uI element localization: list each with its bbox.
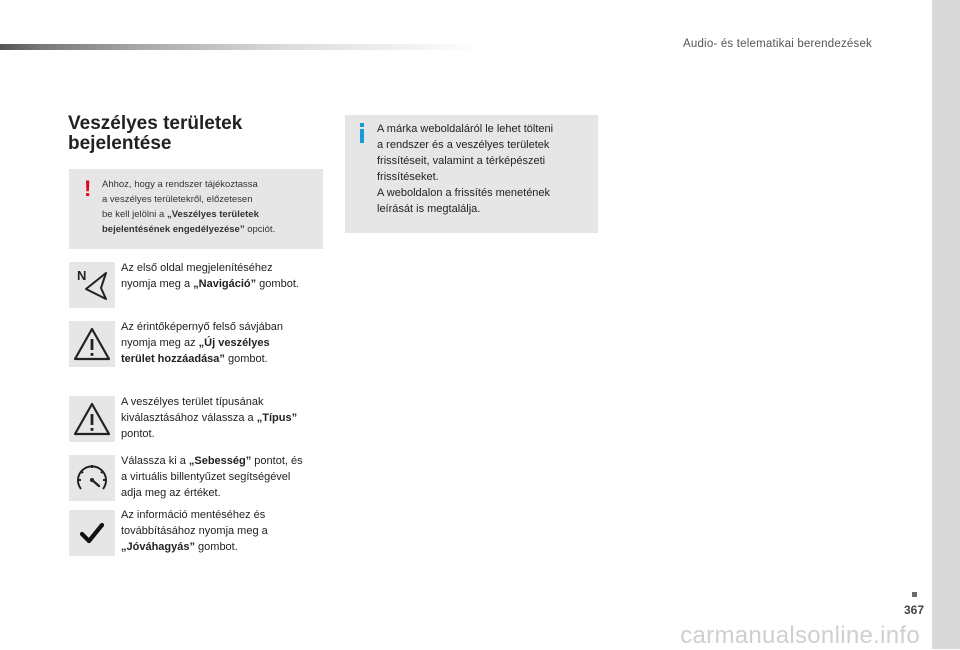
text-run: opciót. bbox=[244, 224, 276, 235]
text-line: Az első oldal megjelenítéséhez bbox=[121, 262, 273, 274]
text-run: gombot. bbox=[256, 278, 299, 290]
text-line bbox=[121, 453, 326, 469]
text-line bbox=[121, 410, 326, 426]
page-title-line: bejelentése bbox=[68, 133, 172, 154]
text-line: frissítéseit, valamint a térképészeti bbox=[377, 155, 546, 167]
text-run: nyomja meg a bbox=[121, 278, 194, 290]
text-line: A veszélyes terület típusának bbox=[121, 396, 264, 408]
text-run: nyomja meg az bbox=[121, 337, 199, 349]
page-number: 367 bbox=[903, 603, 924, 617]
text-line bbox=[121, 539, 326, 555]
text-run: gombot. bbox=[194, 541, 238, 553]
section-header: Audio- és telematikai berendezések bbox=[683, 38, 872, 50]
warning-notice-text bbox=[102, 177, 317, 237]
side-strip bbox=[932, 0, 960, 649]
step-text bbox=[121, 453, 326, 501]
text-run-bold: „Navigáció” bbox=[193, 278, 257, 290]
speedometer-icon bbox=[69, 455, 115, 501]
text-line bbox=[121, 335, 326, 351]
text-line bbox=[121, 351, 326, 367]
svg-text:N: N bbox=[77, 268, 87, 283]
step-text bbox=[121, 507, 326, 555]
text-run: be kell jelölni a bbox=[102, 209, 167, 220]
page-title bbox=[68, 114, 242, 154]
text-line bbox=[121, 276, 326, 292]
info-notice bbox=[345, 115, 598, 233]
text-line: Az információ mentéséhez és bbox=[121, 509, 266, 521]
text-line: Ahhoz, hogy a rendszer tájékoztassa bbox=[102, 179, 258, 190]
text-run-bold: „Jóváhagyás” bbox=[121, 541, 195, 553]
warning-triangle-icon bbox=[69, 396, 115, 442]
text-line: A márka weboldaláról le lehet tölteni bbox=[377, 123, 554, 135]
text-line: a rendszer és a veszélyes területek bbox=[377, 139, 550, 151]
text-run-bold: terület hozzáadása” bbox=[121, 353, 225, 365]
text-run-bold: „Sebesség” bbox=[188, 455, 252, 467]
step-text bbox=[121, 260, 326, 292]
text-run-bold: „Típus” bbox=[256, 412, 298, 424]
exclamation-icon: ! bbox=[84, 176, 92, 201]
page-title-line: Veszélyes területek bbox=[68, 113, 243, 134]
step-text bbox=[121, 319, 326, 367]
text-line: Az érintőképernyő felső sávjában bbox=[121, 321, 284, 333]
warning-triangle-icon bbox=[69, 321, 115, 367]
text-line: pontot. bbox=[121, 428, 155, 440]
text-line bbox=[102, 222, 317, 237]
text-line bbox=[102, 207, 317, 222]
text-line: adja meg az értéket. bbox=[121, 487, 221, 499]
info-notice-text bbox=[377, 121, 592, 217]
text-line: továbbításához nyomja meg a bbox=[121, 525, 268, 537]
text-line: A weboldalon a frissítés menetének bbox=[377, 187, 551, 199]
info-icon bbox=[360, 123, 364, 143]
header-gradient-bar bbox=[0, 44, 480, 50]
text-run-bold: „Veszélyes területek bbox=[166, 209, 259, 220]
text-line: leírását is megtalálja. bbox=[377, 203, 481, 215]
text-line: a veszélyes területekről, előzetesen bbox=[102, 194, 253, 205]
text-line: frissítéseket. bbox=[377, 171, 439, 183]
checkmark-icon bbox=[69, 510, 115, 556]
warning-notice bbox=[69, 169, 323, 249]
text-run-bold: „Új veszélyes bbox=[198, 337, 270, 349]
text-run: pontot, és bbox=[251, 455, 303, 467]
text-run-bold: bejelentésének engedélyezése” bbox=[102, 224, 245, 235]
text-run: Válassza ki a bbox=[121, 455, 189, 467]
page-mark bbox=[912, 592, 917, 597]
text-run: gombot. bbox=[224, 353, 268, 365]
navigation-icon bbox=[69, 262, 115, 308]
watermark: carmanualsonline.info bbox=[680, 622, 920, 649]
text-run: kiválasztásához válassza a bbox=[121, 412, 257, 424]
text-line: a virtuális billentyűzet segítségével bbox=[121, 471, 291, 483]
step-text bbox=[121, 394, 326, 442]
